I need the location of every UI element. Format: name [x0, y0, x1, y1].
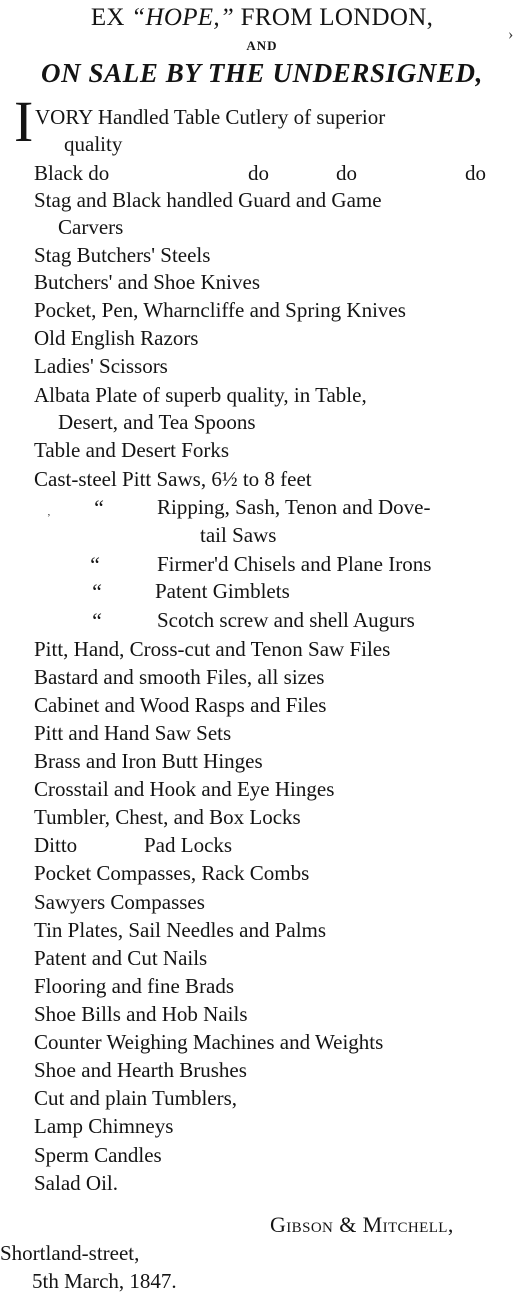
item-line: quality: [64, 132, 123, 156]
ditto-mark: “: [92, 495, 105, 520]
item-line: do: [465, 161, 486, 185]
headline-sale: ON SALE BY THE UNDERSIGNED,: [40, 58, 484, 88]
item-line: Sawyers Compasses: [34, 890, 205, 914]
print-speck: ›: [508, 26, 514, 43]
item-line: Stag and Black handled Guard and Game: [34, 188, 382, 212]
item-line: Carvers: [58, 215, 124, 239]
item-line: Pad Locks: [144, 833, 233, 857]
item-line: Cut and plain Tumblers,: [34, 1086, 238, 1110]
item-line: Tin Plates, Sail Needles and Palms: [34, 918, 327, 942]
date: 5th March, 1847.: [32, 1269, 177, 1293]
item-line: Counter Weighing Machines and Weights: [34, 1030, 384, 1054]
item-line: Patent and Cut Nails: [34, 946, 208, 970]
headline-ship: [0, 4, 524, 32]
item-line: do: [336, 161, 357, 185]
item-line: Pocket, Pen, Wharncliffe and Spring Knives: [34, 298, 406, 322]
item-line: Firmer'd Chisels and Plane Irons: [157, 552, 432, 576]
item-line: Flooring and fine Brads: [34, 974, 235, 998]
item-line: tail Saws: [200, 523, 277, 547]
item-line: Table and Desert Forks: [34, 438, 230, 462]
item-line: Albata Plate of superb quality, in Table,: [34, 383, 367, 407]
item-line: Butchers' and Shoe Knives: [34, 270, 260, 294]
ditto-mark: “: [88, 552, 101, 577]
item-line: Bastard and smooth Files, all sizes: [34, 665, 325, 689]
item-line: Crosstail and Hook and Eye Hinges: [34, 777, 335, 801]
item-line: Shoe Bills and Hob Nails: [34, 1002, 248, 1026]
drop-cap: I: [14, 89, 34, 154]
ditto-mark: “: [90, 608, 103, 633]
item-line: Cast-steel Pitt Saws, 6½ to 8 feet: [34, 467, 312, 491]
headline-and: AND: [246, 38, 278, 53]
item-line: Salad Oil.: [34, 1171, 118, 1195]
item-line: Black do: [34, 161, 110, 185]
ditto-mark: “: [90, 579, 103, 604]
headline-suffix: FROM LONDON,: [234, 4, 434, 31]
item-line: Ditto: [34, 833, 78, 857]
signature: Gibson & Mitchell,: [270, 1212, 454, 1237]
item-line: Pocket Compasses, Rack Combs: [34, 861, 310, 885]
item-line: Old English Razors: [34, 326, 199, 350]
item-line: Ripping, Sash, Tenon and Dove-: [157, 495, 431, 519]
item-line: do: [248, 161, 269, 185]
item-line: Brass and Iron Butt Hinges: [34, 749, 263, 773]
item-line: Shoe and Hearth Brushes: [34, 1058, 247, 1082]
item-line: Sperm Candles: [34, 1143, 162, 1167]
item-line: Ladies' Scissors: [34, 354, 168, 378]
item-line: Desert, and Tea Spoons: [58, 410, 256, 434]
headline-prefix: EX: [90, 4, 132, 31]
print-speck: ’: [47, 512, 51, 524]
item-line: VORY Handled Table Cutlery of superior: [35, 105, 386, 129]
item-line: Pitt, Hand, Cross-cut and Tenon Saw Files: [34, 637, 391, 661]
item-line: Stag Butchers' Steels: [34, 243, 211, 267]
item-line: Tumbler, Chest, and Box Locks: [34, 805, 301, 829]
item-line: Patent Gimblets: [155, 579, 290, 603]
item-line: Lamp Chimneys: [34, 1114, 174, 1138]
item-line: Scotch screw and shell Augurs: [157, 608, 415, 632]
item-line: Pitt and Hand Saw Sets: [34, 721, 232, 745]
item-line: Cabinet and Wood Rasps and Files: [34, 693, 327, 717]
ship-name: “HOPE,”: [131, 4, 235, 31]
address: Shortland-street,: [0, 1241, 140, 1265]
